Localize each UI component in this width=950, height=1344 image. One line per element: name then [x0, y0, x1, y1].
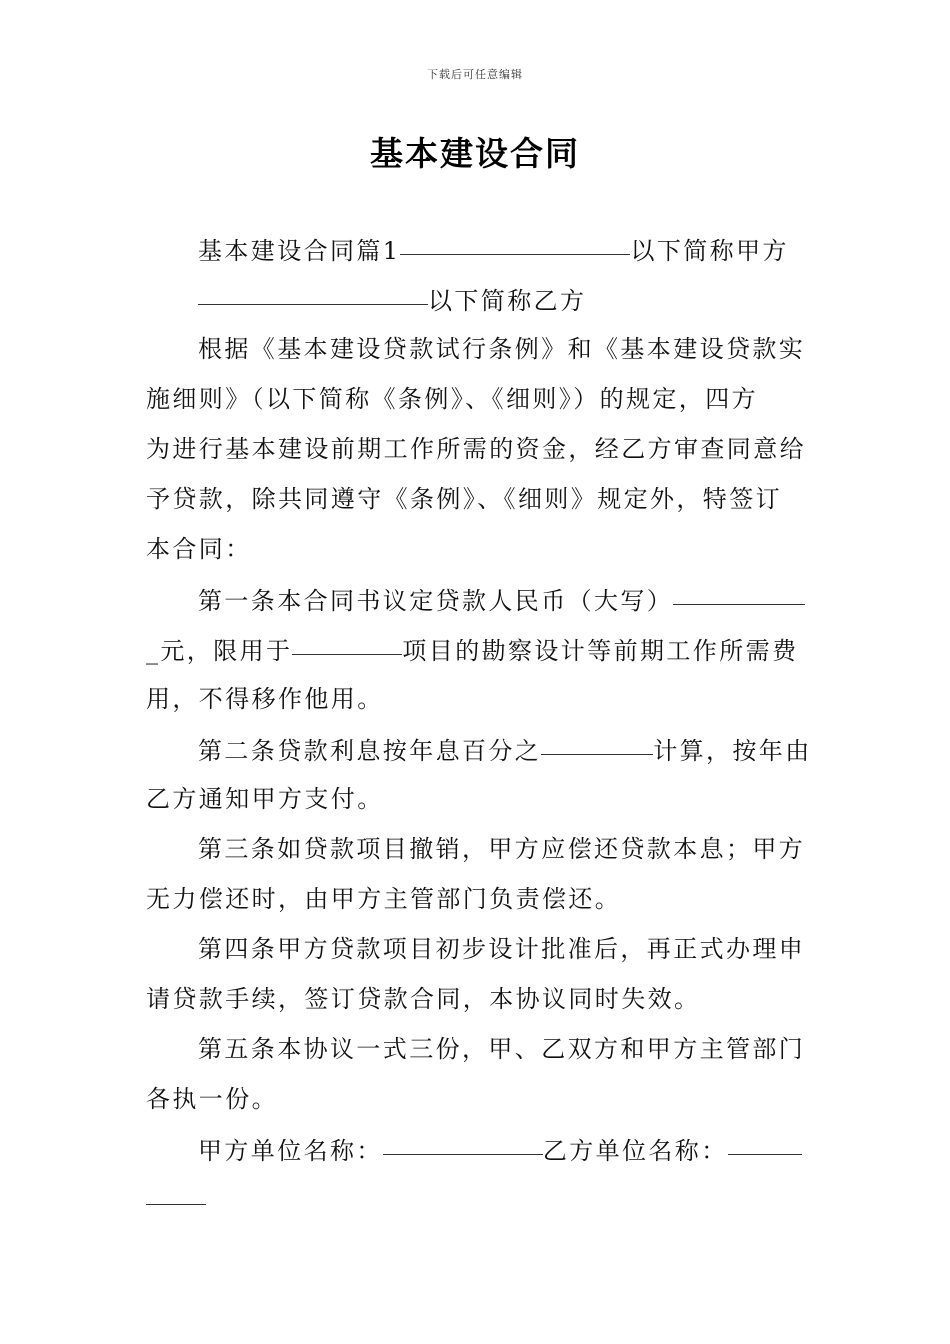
paragraph-line: 无力偿还时，由甲方主管部门负责偿还。: [146, 885, 622, 913]
paragraph-line: 本合同：: [146, 535, 252, 563]
text-run: 基本建设合同篇1: [198, 237, 401, 265]
header-note: 下载后可任意编辑: [427, 68, 523, 81]
paragraph-line: [146, 574, 808, 624]
text-run: 第一条本合同书议定贷款人民币（大写）: [198, 587, 674, 615]
fill-blank: [383, 1120, 543, 1155]
paragraph-line: 第三条如贷款项目撤销，甲方应偿还贷款本息；甲方: [198, 835, 806, 863]
fill-blank: [541, 720, 653, 755]
fill-blank: [198, 270, 428, 305]
fill-blank: [728, 1120, 802, 1155]
document-title: 基本建设合同: [370, 134, 580, 173]
paragraph-line: 为进行基本建设前期工作所需的资金，经乙方审查同意给: [146, 435, 806, 463]
text-run: _元，限用于: [146, 637, 293, 665]
document-body: [146, 224, 812, 1224]
paragraph-line: [146, 224, 808, 274]
paragraph-line: [146, 274, 808, 324]
paragraph-line: 第五条本协议一式三份，甲、乙双方和甲方主管部门: [198, 1035, 806, 1063]
text-run: 乙方单位名称：: [542, 1137, 728, 1165]
text-run: 以下简称乙方: [428, 287, 587, 315]
paragraph-line: [146, 624, 808, 674]
paragraph-line: 根据《基本建设贷款试行条例》和《基本建设贷款实: [198, 335, 806, 363]
paragraph-line: 第四条甲方贷款项目初步设计批准后，再正式办理申: [198, 935, 806, 963]
paragraph-line: [146, 724, 812, 774]
paragraph-line: 乙方通知甲方支付。: [146, 785, 384, 813]
paragraph-line: 各执一份。: [146, 1085, 278, 1113]
paragraph-line: 用，不得移作他用。: [146, 685, 384, 713]
text-run: 甲方单位名称：: [198, 1137, 383, 1165]
text-run: 项目的勘察设计等前期工作所需费: [402, 637, 799, 665]
paragraph-line: 予贷款，除共同遵守《条例》、《细则》规定外，特签订: [146, 485, 782, 513]
paragraph-line: [146, 1124, 808, 1174]
text-run: 以下简称甲方: [630, 237, 789, 265]
fill-blank: [292, 620, 402, 655]
paragraph-line: 请贷款手续，签订贷款合同，本协议同时失效。: [146, 985, 701, 1013]
fill-blank: [146, 1170, 206, 1205]
paragraph-line: [146, 1174, 808, 1224]
text-run: 第二条贷款利息按年息百分之: [198, 737, 542, 765]
paragraph-line: 施细则》（以下简称《条例》、《细则》）的规定，四方: [146, 385, 758, 413]
fill-blank: [400, 220, 630, 255]
text-run: 计算，按年由: [653, 737, 812, 765]
fill-blank: [673, 570, 805, 605]
